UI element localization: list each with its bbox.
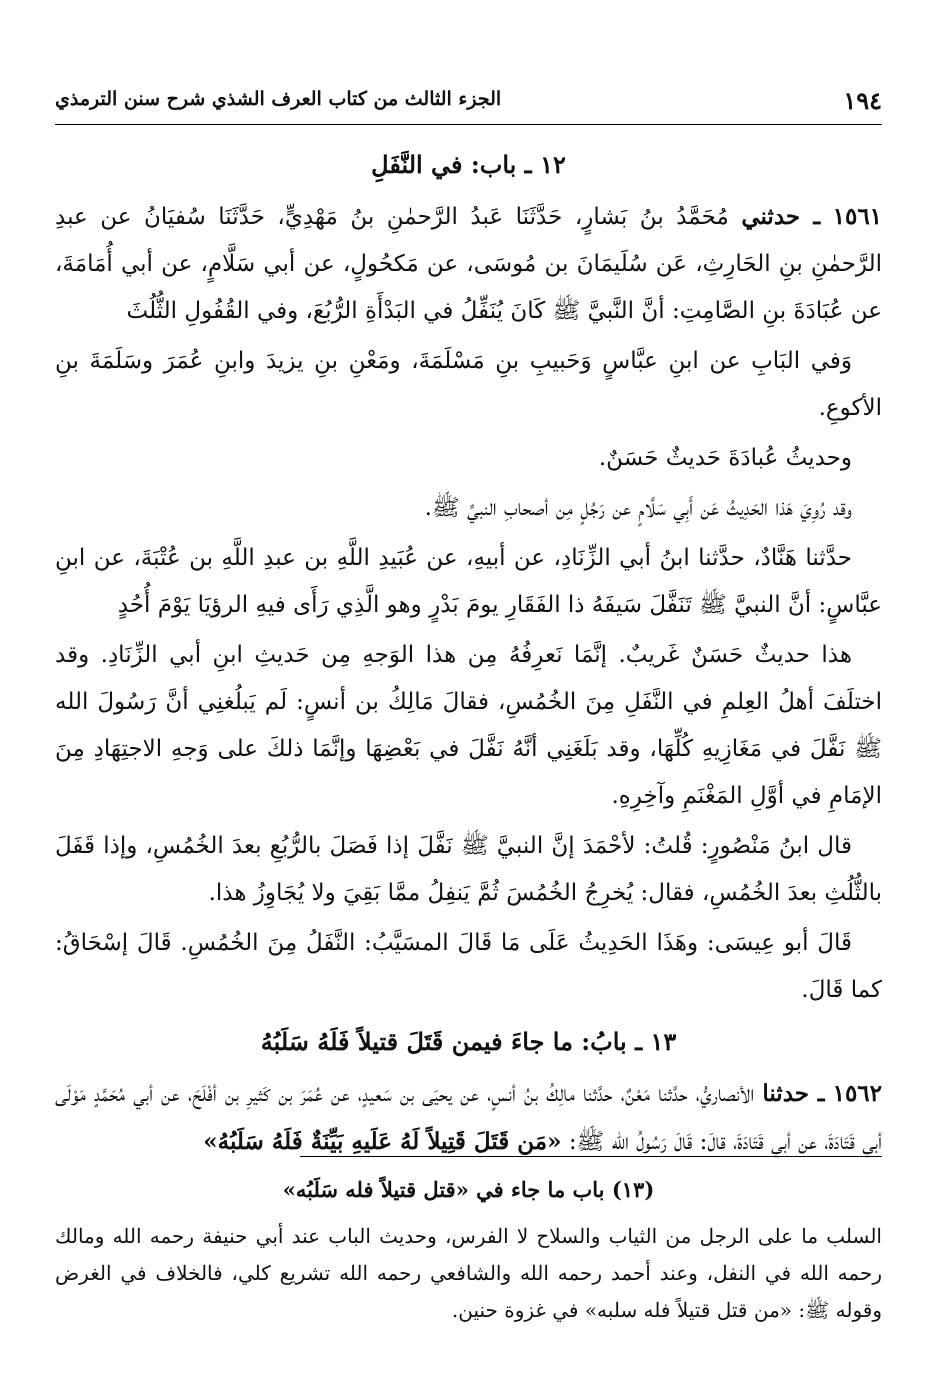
footnote — [55, 1170, 882, 1329]
page-header — [55, 82, 882, 122]
prophetic-quote: «مَن قَتَلَ قَتِيلاً لَهُ عَلَيهِ بَيِّنَةٌ فَلَهُ سَلَبُهُ» — [203, 1128, 562, 1155]
hadith-1562 — [55, 1070, 882, 1166]
chapter-heading-13: ١٣ ـ بابُ: ما جاءَ فيمن قَتَلَ قتيلاً فَلَهُ سَلَبُهُ — [260, 1027, 677, 1056]
paragraph: وقد رُوِيَ هَذا الحَدِيثُ عَن أَبِي سَلَّامٍ عن رَجُلٍ مِن أصحابِ النبيِّ ﷺ. — [424, 495, 852, 521]
paragraph: هذا حديثٌ حَسَنٌ غَريبٌ. إنَّمَا نَعرِفُهُ مِن هذا الوَجهِ مِن حَديثِ ابنِ أبي الزِّنَادِ. وقد اختلَفَ أهلُ العِلمِ في النَّفَلِ مِنَ الخُمُسِ، فقالَ مَالِكُ بن أنسٍ: لَم يَبلُغنِي أنَّ رَسُولَ الله ﷺ نَفَّلَ في مَغَازِيهِ كُلِّهَا، وقد بَلَغَنِي أنَّهُ نَفَّلَ في بَعْضِهَا وإنَّمَا ذلكَ على وَجهِ الاجتِهَادِ مِنَ الإمَامِ في أوَّلِ المَغْنَمِ وآخِرِهِ. — [55, 642, 882, 809]
main-text — [55, 140, 882, 1169]
paragraph: حدَّثنا هَنَّادٌ، حدَّثنا ابنُ أبي الزِّنَادِ، عن أبيهِ، عن عُبَيدِ اللَّهِ بن عبدِ اللَّهِ بن عُتْبَةَ، عن ابنِ عبَّاسٍ: أنَّ النبيَّ ﷺ تَنَفَّلَ سَيفَهُ ذا الفَقَارِ يومَ بَدْرٍ وهو الَّذِي رَأَى فيهِ الرؤيَا يَوْمَ أُحُدٍ — [55, 545, 882, 618]
hadith-number: ١٥٦٢ — [832, 1080, 883, 1107]
page-number: ١٩٤ — [843, 86, 882, 115]
footnote-text: السلب ما على الرجل من الثياب والسلاح لا الفرس، وحديث الباب عند أبي حنيفة رحمه الله ومالك رحمه الله في النفل، وعند أحمد رحمه الله والشافعي رحمه الله تشريع كلي، فالخلاف في الغرض وقوله ﷺ: «من قتل قتيلاً فله سلبه» في غزوة حنين. — [55, 1224, 882, 1322]
hadith-number: ١٥٦١ — [832, 203, 883, 230]
hadith-text: مُحَمَّدُ بنُ بَشارٍ، حَدَّثَنَا عَبدُ الرَّحمٰنِ بنُ مَهْدِيٍّ، حَدَّثَنَا سُفيَانُ عن عبدِ الرَّحمٰنِ بنِ الحَارِثِ، عَن سُلَيمَانَ بن مُوسَى، عن مَكحُولٍ، عن أبي سَلَّامٍ، عن أبي أُمَامَةَ، عن عُبَادَةَ بنِ الصَّامِتِ: أنَّ النَّبيَّ ﷺ كَانَ يُنَفِّلُ في البَدْأَةِ الرُّبُعَ، وفي القُفُولِ الثُّلُثَ — [55, 204, 882, 324]
hadith-label: ـ حدثنا — [762, 1080, 825, 1107]
running-title: الجزء الثالث من كتاب العرف الشذي شرح سنن الترمذي — [55, 88, 502, 110]
footnote-divider — [300, 1156, 882, 1157]
footnote-title: (١٣) باب ما جاء في «قتل قتيلاً فله سَلَبُه» — [282, 1177, 655, 1202]
paragraph: وَفي البَابِ عن ابنِ عبَّاسٍ وَحَبيبِ بنِ مَسْلَمَةَ، ومَعْنِ بنِ يزيدَ وابنِ عُمَرَ وسَلَمَةَ بنِ الأكوعِ. — [55, 348, 882, 421]
paragraph: قال ابنُ مَنْصُورٍ: قُلتُ: لأحْمَدَ إنَّ النبيَّ ﷺ نَفَّلَ إذا فَصَلَ بالرُّبُعِ بعدَ الخُمُسِ، وإذا قَفَلَ بالثُّلُثِ بعدَ الخُمُسِ، فقال: يُخرِجُ الخُمُسَ ثُمَّ يَنفِلُ ممَّا بَقِيَ ولا يُجَاوِزُ هذا. — [55, 833, 882, 906]
chapter-heading-12: ١٢ ـ باب: في النَّفَلِ — [371, 150, 566, 179]
hadith-label: ـ حدثني — [741, 203, 821, 230]
hadith-text: الأنصاريُّ، حدَّثنا مَعْنٌ، حدَّثنا مالِكُ بنُ أنسٍ، عن يحيَى بن سَعيدٍ، عن عُمَرَ بن كَثيرِ بن أفْلَحَ، عن أبي مُحَمَّدٍ مَوْلَى أبي قَتَادَةَ، عن أبي قَتَادَةَ، قالَ: قَالَ رَسُولُ الله ﷺ: — [55, 1081, 882, 1155]
paragraph: قَالَ أبو عِيسَى: وهَذَا الحَدِيثُ عَلَى مَا قَالَ المسَيَّبُ: النَّفَلُ مِنَ الخُمُسِ. قَالَ إسْحَاقُ: كما قَالَ. — [55, 930, 882, 1003]
header-divider — [55, 124, 882, 125]
paragraph: وحديثُ عُبادَةَ حَديثٌ حَسَنٌ. — [598, 445, 852, 471]
hadith-1561 — [55, 193, 882, 335]
